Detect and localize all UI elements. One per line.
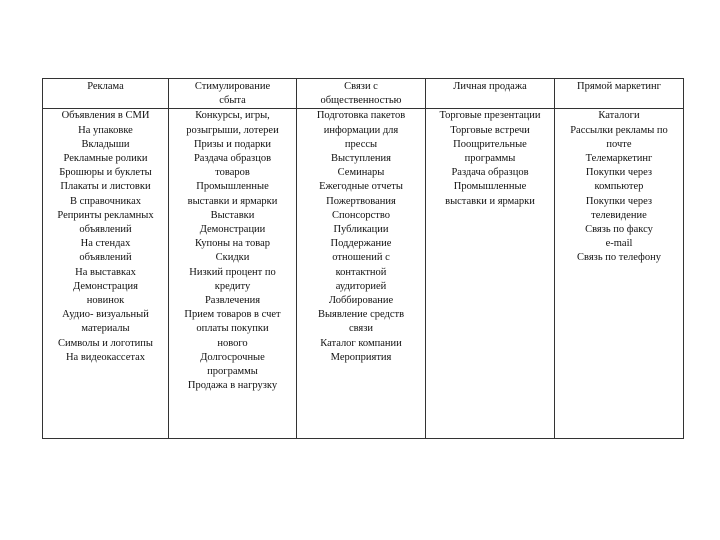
cell-text: Долгосрочные (200, 351, 265, 363)
cell-text: Телемаркетинг (585, 153, 653, 165)
cell-text: Выступления (330, 153, 391, 165)
cell-text: Призы и подарки (193, 138, 272, 150)
content-cell (43, 109, 169, 439)
header-cell (297, 79, 426, 109)
cell-text: товаров (215, 167, 250, 179)
cell-text: Поощрительные (453, 138, 527, 150)
cell-text: Символы и логотипы (58, 337, 153, 349)
cell-text: Развлечения (204, 295, 261, 307)
cell-text: почте (606, 138, 632, 150)
cell-text: Публикации (333, 224, 389, 236)
cell-text: На выставках (75, 266, 136, 278)
cell-text: Конкурсы, игры, (195, 110, 270, 122)
cell-text: программы (464, 153, 516, 165)
content-row (43, 109, 684, 439)
content-cell (426, 109, 555, 439)
cell-text: выставки и ярмарки (187, 195, 278, 207)
header-cell (169, 79, 297, 109)
cell-text: Раздача образцов (193, 153, 272, 165)
cell-text: объявлений (79, 252, 132, 264)
cell-text: Связь по факсу (585, 224, 653, 236)
header-label: сбыта (219, 95, 246, 107)
cell-text: Торговые встречи (450, 124, 530, 136)
cell-text: Каталог компании (320, 337, 402, 349)
cell-text: Мероприятия (330, 351, 392, 363)
cell-text: кредиту (214, 280, 251, 292)
cell-text: выставки и ярмарки (445, 195, 535, 207)
cell-text: Промышленные (196, 181, 269, 193)
cell-text: Демонстрация (73, 280, 138, 292)
header-cell (426, 79, 555, 109)
cell-text: Поддержание (330, 238, 392, 250)
cell-text: Каталоги (598, 110, 640, 122)
header-row (43, 79, 684, 109)
cell-text: Плакаты и листовки (60, 181, 151, 193)
cell-text: Ежегодные отчеты (319, 181, 403, 193)
cell-text: Покупки через (585, 195, 653, 207)
cell-text: материалы (81, 323, 130, 335)
cell-text: Выставки (210, 209, 255, 221)
cell-text: контактной (335, 266, 387, 278)
cell-text: Аудио- визуальный (62, 309, 149, 321)
cell-text: На видеокассетах (65, 351, 146, 363)
cell-text: розыгрыши, лотереи (186, 124, 279, 136)
cell-text: компьютер (594, 181, 644, 193)
marketing-communications-table (42, 78, 684, 439)
content-cell (297, 109, 426, 439)
cell-text: Рассылки рекламы по (570, 124, 668, 136)
cell-text: Семинары (337, 167, 385, 179)
cell-text: Вкладыши (81, 138, 130, 150)
cell-text: Рекламные ролики (63, 153, 148, 165)
cell-text: новинок (86, 295, 125, 307)
cell-text: Низкий процент по (189, 266, 276, 278)
cell-text: Торговые презентации (439, 110, 541, 122)
content-cell (555, 109, 684, 439)
cell-text: Выявление средств (317, 309, 405, 321)
cell-text: прессы (344, 138, 378, 150)
cell-text: программы (207, 366, 258, 378)
cell-text: Подготовка пакетов (316, 110, 406, 122)
cell-text: Раздача образцов (451, 167, 529, 179)
cell-text: отношений с (332, 252, 390, 264)
header-cell (43, 79, 169, 109)
cell-text: На стендах (80, 238, 131, 250)
cell-text: Промышленные (453, 181, 527, 193)
cell-text: Спонсорство (331, 209, 391, 221)
cell-text: e-mail (605, 238, 633, 250)
cell-text: Объявления в СМИ (61, 110, 150, 122)
cell-text: Покупки через (585, 167, 653, 179)
cell-text: На упаковке (78, 124, 133, 136)
header-label: общественностью (320, 95, 402, 107)
header-label: Реклама (87, 81, 124, 92)
header-label: Прямой маркетинг (577, 81, 661, 92)
cell-text: Связь по телефону (577, 252, 661, 264)
cell-text: Купоны на товар (195, 238, 270, 250)
header-label: Связи с (344, 81, 378, 92)
cell-text: Лоббирование (328, 295, 394, 307)
cell-text: аудиторией (335, 280, 387, 292)
cell-text: Продажа в нагрузку (187, 380, 278, 392)
cell-text: Пожертвования (326, 195, 396, 207)
cell-text: оплаты покупки (196, 323, 269, 335)
header-label: Стимулирование (194, 81, 271, 92)
content-cell (169, 109, 297, 439)
cell-text: Демонстрации (199, 224, 266, 236)
cell-text: В справочниках (69, 195, 142, 207)
cell-text: Скидки (215, 252, 250, 264)
cell-text: информации для (323, 124, 399, 136)
header-label: Личная продажа (453, 81, 527, 92)
header-cell (555, 79, 684, 109)
cell-text: объявлений (79, 224, 132, 236)
cell-text: телевидение (591, 209, 647, 221)
cell-text: Прием товаров в счет (184, 309, 281, 321)
cell-text: связи (348, 323, 374, 335)
cell-text: нового (217, 337, 248, 349)
cell-text: Брошюры и буклеты (59, 167, 152, 179)
cell-text: Репринты рекламных (57, 209, 154, 221)
